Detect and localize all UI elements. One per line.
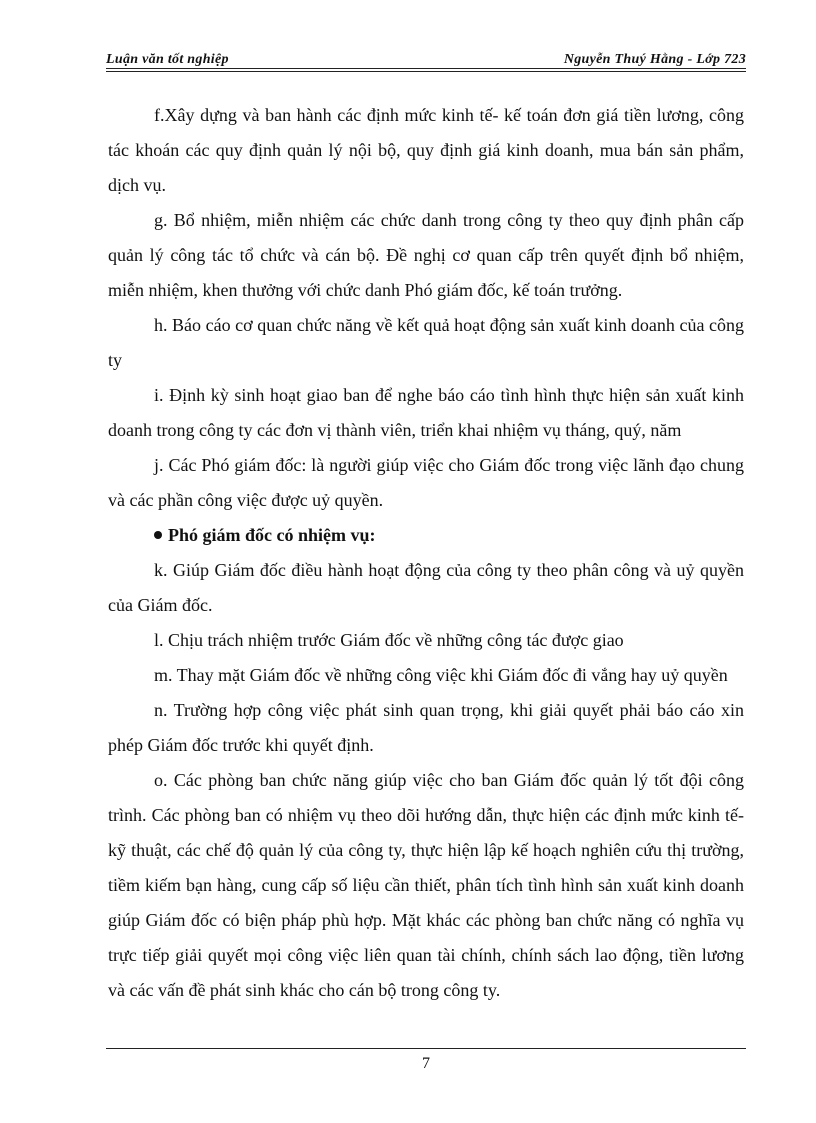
paragraph-o: o. Các phòng ban chức năng giúp việc cho ban Giám đốc quản lý tốt đội công trình. Các phòng ban có nhiệm vụ theo dõi hướng dẫn, thực hiện các định mức kinh tế- kỹ thuật, các chế độ quản lý của công ty, thực hiện lập kế hoạch nghiên cứu thị trường, tiềm kiếm bạn hàng, cung cấp số liệu cần thiết, phân tích tình hình sản xuất kinh doanh giúp Giám đốc có biện pháp phù hợp. Mặt khác các phòng ban chức năng có nghĩa vụ trực tiếp giải quyết mọi công việc liên quan tài chính, chính sách lao động, tiền lương và các vấn đề phát sinh khác cho cán bộ trong công ty. <box>108 770 744 1000</box>
paragraph-f: f.Xây dựng và ban hành các định mức kinh tế- kế toán đơn giá tiền lương, công tác khoán các quy định quản lý nội bộ, quy định giá kinh doanh, mua bán sản phẩm, dịch vụ. <box>108 105 744 195</box>
paragraph-l: l. Chịu trách nhiệm trước Giám đốc về những công tác được giao <box>154 630 624 650</box>
paragraph-k: k. Giúp Giám đốc điều hành hoạt động của công ty theo phân công và uỷ quyền của Giám đốc. <box>108 560 744 615</box>
document-body <box>108 98 744 1008</box>
paragraph-g: g. Bổ nhiệm, miễn nhiệm các chức danh trong công ty theo quy định phân cấp quản lý công tác tổ chức và cán bộ. Đề nghị cơ quan cấp trên quyết định bổ nhiệm, miễn nhiệm, khen thưởng với chức danh Phó giám đốc, kế toán trưởng. <box>108 210 744 300</box>
header-thesis-label: Luận văn tốt nghiệp <box>106 52 229 67</box>
section-heading-text: Phó giám đốc có nhiệm vụ: <box>168 525 376 545</box>
page-footer <box>106 1048 746 1073</box>
footer-divider <box>106 1048 746 1049</box>
paragraph-n: n. Trường hợp công việc phát sinh quan trọng, khi giải quyết phải báo cáo xin phép Giám đốc trước khi quyết định. <box>108 700 744 755</box>
header-divider <box>106 68 746 69</box>
page-header <box>106 50 746 72</box>
bullet-icon <box>154 531 162 539</box>
header-author-label: Nguyễn Thuý Hằng - Lớp 723 <box>563 52 746 67</box>
page-number: 7 <box>422 1055 430 1072</box>
header-divider-secondary <box>106 71 746 72</box>
paragraph-j: j. Các Phó giám đốc: là người giúp việc cho Giám đốc trong việc lãnh đạo chung và các phần công việc được uỷ quyền. <box>108 455 744 510</box>
paragraph-h: h. Báo cáo cơ quan chức năng về kết quả hoạt động sản xuất kinh doanh của công ty <box>108 315 744 370</box>
paragraph-m: m. Thay mặt Giám đốc về những công việc khi Giám đốc đi vắng hay uỷ quyền <box>154 665 728 685</box>
paragraph-i: i. Định kỳ sinh hoạt giao ban để nghe báo cáo tình hình thực hiện sản xuất kinh doanh trong công ty các đơn vị thành viên, triển khai nhiệm vụ tháng, quý, năm <box>108 385 744 440</box>
section-heading <box>108 518 744 553</box>
